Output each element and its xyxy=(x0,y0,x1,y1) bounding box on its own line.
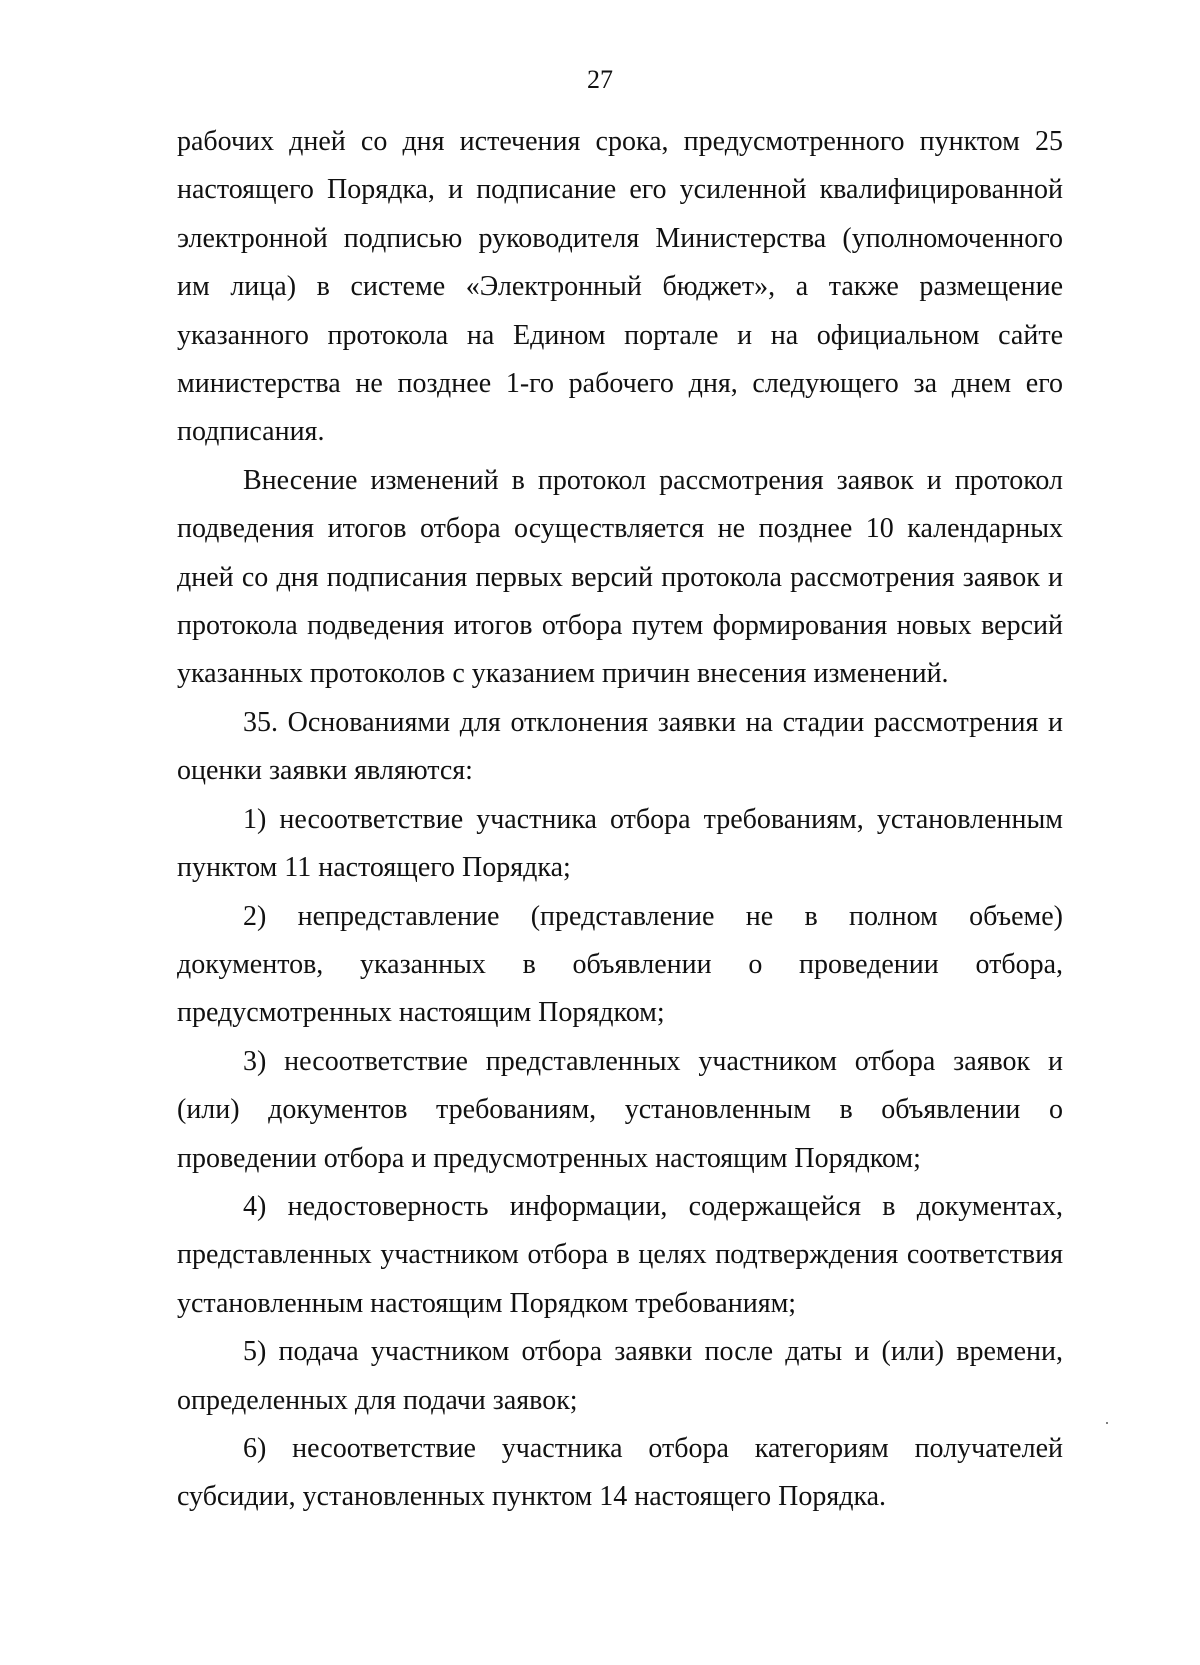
list-item-1: 1) несоответствие участника отбора требованиям, установленным пунктом 11 настоящего Порядка; xyxy=(177,803,1063,884)
page-number: 27 xyxy=(587,65,613,94)
list-item-6: 6) несоответствие участника отбора категориям получателей субсидии, установленных пунктом 14 настоящего Порядка. xyxy=(177,1432,1063,1513)
list-item-4: 4) недостоверность информации, содержащейся в документах, представленных участником отбора в целях подтверждения соответствия установленным настоящим Порядком требованиям; xyxy=(177,1190,1063,1319)
list-item-2: 2) непредставление (представление не в полном объеме) документов, указанных в объявлении о проведении отбора, предусмотренных настоящим Порядком; xyxy=(177,900,1063,1029)
paragraph-item-35: 35. Основаниями для отклонения заявки на стадии рассмотрения и оценки заявки являются: xyxy=(177,706,1063,787)
paragraph-continuation: рабочих дней со дня истечения срока, предусмотренного пунктом 25 настоящего Порядка, и подписание его усиленной квалифицированной электронной подписью руководителя Министерства (уполномоченного им лица) в системе «Электронный бюджет», а также размещение указанного протокола на Едином портале и на официальном сайте министерства не позднее 1-го рабочего дня, следующего за днем его подписания. xyxy=(177,126,1063,448)
list-item-3: 3) несоответствие представленных участником отбора заявок и (или) документов требованиям, установленным в объявлении о проведении отбора и предусмотренных настоящим Порядком; xyxy=(177,1045,1063,1174)
paragraph-protocol-changes: Внесение изменений в протокол рассмотрения заявок и протокол подведения итогов отбора осуществляется не позднее 10 календарных дней со дня подписания первых версий протокола рассмотрения заявок и протокола подведения итогов отбора путем формирования новых версий указанных протоколов с указанием причин внесения изменений. xyxy=(177,464,1063,690)
document-body xyxy=(177,118,1063,1522)
scan-speck xyxy=(1106,1422,1108,1424)
list-item-5: 5) подача участником отбора заявки после даты и (или) времени, определенных для подачи заявок; xyxy=(177,1336,1063,1416)
